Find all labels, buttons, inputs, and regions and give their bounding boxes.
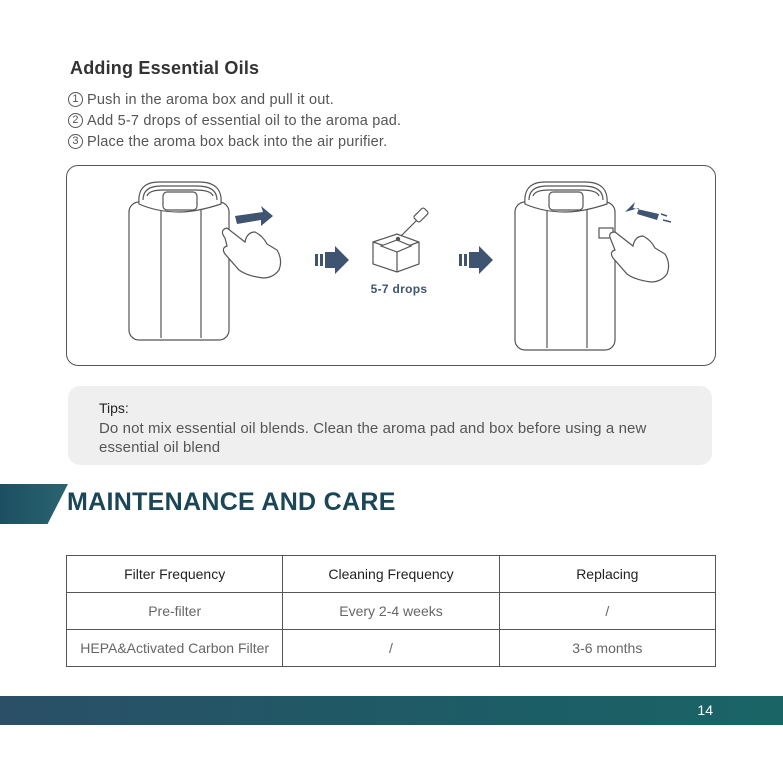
hand-right-icon: [610, 232, 669, 282]
drops-label: 5-7 drops: [370, 282, 428, 296]
step-arrow-1-icon: [315, 246, 349, 274]
section-accent-stripe: [0, 484, 68, 524]
aroma-illustration: [67, 166, 717, 367]
step-text-3: Place the aroma box back into the air purifier.: [87, 133, 388, 150]
pull-out-arrow-icon: [235, 206, 273, 226]
tips-title: Tips:: [99, 400, 129, 416]
step-text-2: Add 5-7 drops of essential oil to the aroma pad.: [87, 112, 402, 129]
aroma-box-dropper-icon: [373, 207, 429, 272]
step-number-1: 1: [68, 92, 83, 107]
aroma-step-1: [68, 89, 401, 110]
maintenance-table: [66, 555, 716, 667]
table-row: [67, 630, 716, 667]
tips-box: [68, 386, 712, 465]
page-number: 14: [697, 702, 713, 718]
step-arrow-2-icon: [459, 246, 493, 274]
table-cell: /: [283, 630, 499, 667]
step-number-3: 3: [68, 134, 83, 149]
table-header-replacing: Replacing: [499, 556, 715, 593]
purifier-left-icon: [129, 182, 229, 340]
footer-bar: [0, 696, 783, 725]
section-title-aroma: Adding Essential Oils: [70, 58, 260, 78]
table-header-cleaning: Cleaning Frequency: [283, 556, 499, 593]
purifier-right-icon: [515, 182, 615, 350]
table-header-filter: Filter Frequency: [67, 556, 283, 593]
table-cell: Every 2-4 weeks: [283, 593, 499, 630]
table-row: [67, 593, 716, 630]
table-header-row: [67, 556, 716, 593]
table-cell: /: [499, 593, 715, 630]
aroma-steps-list: [68, 89, 401, 152]
motion-lines-icon: [661, 214, 671, 222]
section-title-maintenance: MAINTENANCE AND CARE: [67, 488, 396, 516]
hand-left-icon: [222, 228, 280, 278]
aroma-step-2: [68, 110, 401, 131]
table-cell: 3-6 months: [499, 630, 715, 667]
step-number-2: 2: [68, 113, 83, 128]
table-cell: HEPA&Activated Carbon Filter: [67, 630, 283, 667]
aroma-illustration-panel: [66, 165, 716, 366]
tips-text: Do not mix essential oil blends. Clean the aroma pad and box before using a new essential oil blend: [99, 420, 647, 456]
table-cell: Pre-filter: [67, 593, 283, 630]
step-text-1: Push in the aroma box and pull it out.: [87, 91, 334, 108]
aroma-step-3: [68, 131, 401, 152]
push-in-arrow-icon: [625, 202, 659, 220]
